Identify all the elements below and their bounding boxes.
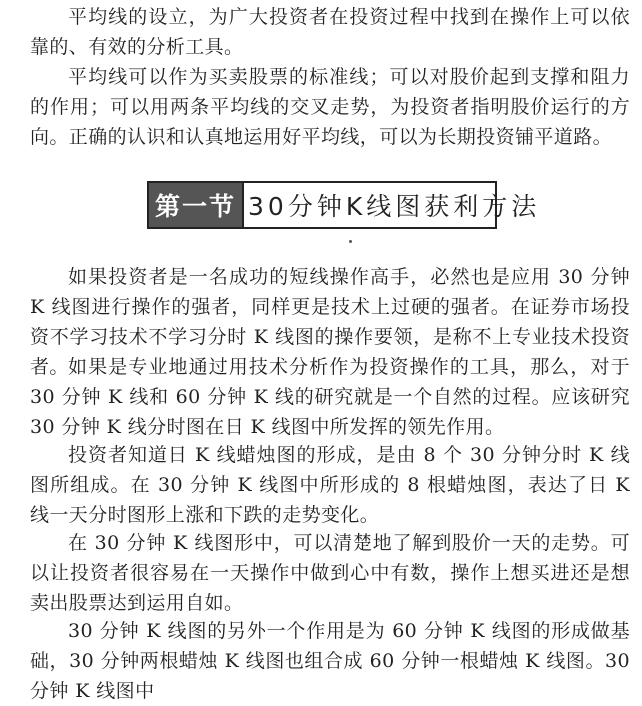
body-paragraph-3: 投资者知道日 K 线蜡烛图的形成，是由 8 个 30 分钟分时 K 线图所组成。在 30 分钟 K 线图中所形成的 8 根蜡烛图，表达了日 K 线一天分时图形上涨和下跌的走势变化。 xyxy=(30,444,630,526)
body-paragraph-5: 30 分钟 K 线图的另外一个作用是为 60 分钟 K 线图的形成做基础，30 分钟两根蜡烛 K 线图也组合成 60 分钟一根蜡烛 K 线图。30 分钟 K 线图中 xyxy=(30,620,630,702)
body-paragraph-2: 如果是专业地通过用技术分析作为投资操作的工具，那么，对于 30 分钟 K 线和 60 分钟 K 线的研究就是一个自然的过程。应该研究 30 分钟 K 线分时图在日 K 线图中所发挥的领先作用。 xyxy=(30,356,630,438)
intro-paragraph-2: 平均线可以作为买卖股票的标准线；可以对股价起到支撑和阻力的作用；可以用两条平均线的交叉走势，为投资者指明股价运行的方向。正确的认识和认真地运用好平均线，可以为长期投资铺平道路。 xyxy=(30,66,630,148)
body-paragraph-4: 在 30 分钟 K 线图形中，可以清楚地了解到股价一天的走势。可以让投资者很容易在一天操作中做到心中有数，操作上想买进还是想卖出股票达到运用自如。 xyxy=(30,532,630,614)
section-heading xyxy=(147,181,541,229)
section-number: 第一节 xyxy=(149,183,244,227)
body-paragraph-1: 如果投资者是一名成功的短线操作高手，必然也是应用 30 分钟 K 线图进行操作的强者，同样更是技术上过硬的强者。在证券市场投资不学习技术不学习分时 K 线图的操作要领，是称不上专业技术投资者。 xyxy=(30,266,630,378)
intro-paragraph-1: 平均线的设立，为广大投资者在投资过程中找到在操作上可以依靠的、有效的分析工具。 xyxy=(30,6,630,58)
section-title: 30分钟K线图获利方法 xyxy=(248,192,541,221)
decorative-dot xyxy=(349,240,352,243)
